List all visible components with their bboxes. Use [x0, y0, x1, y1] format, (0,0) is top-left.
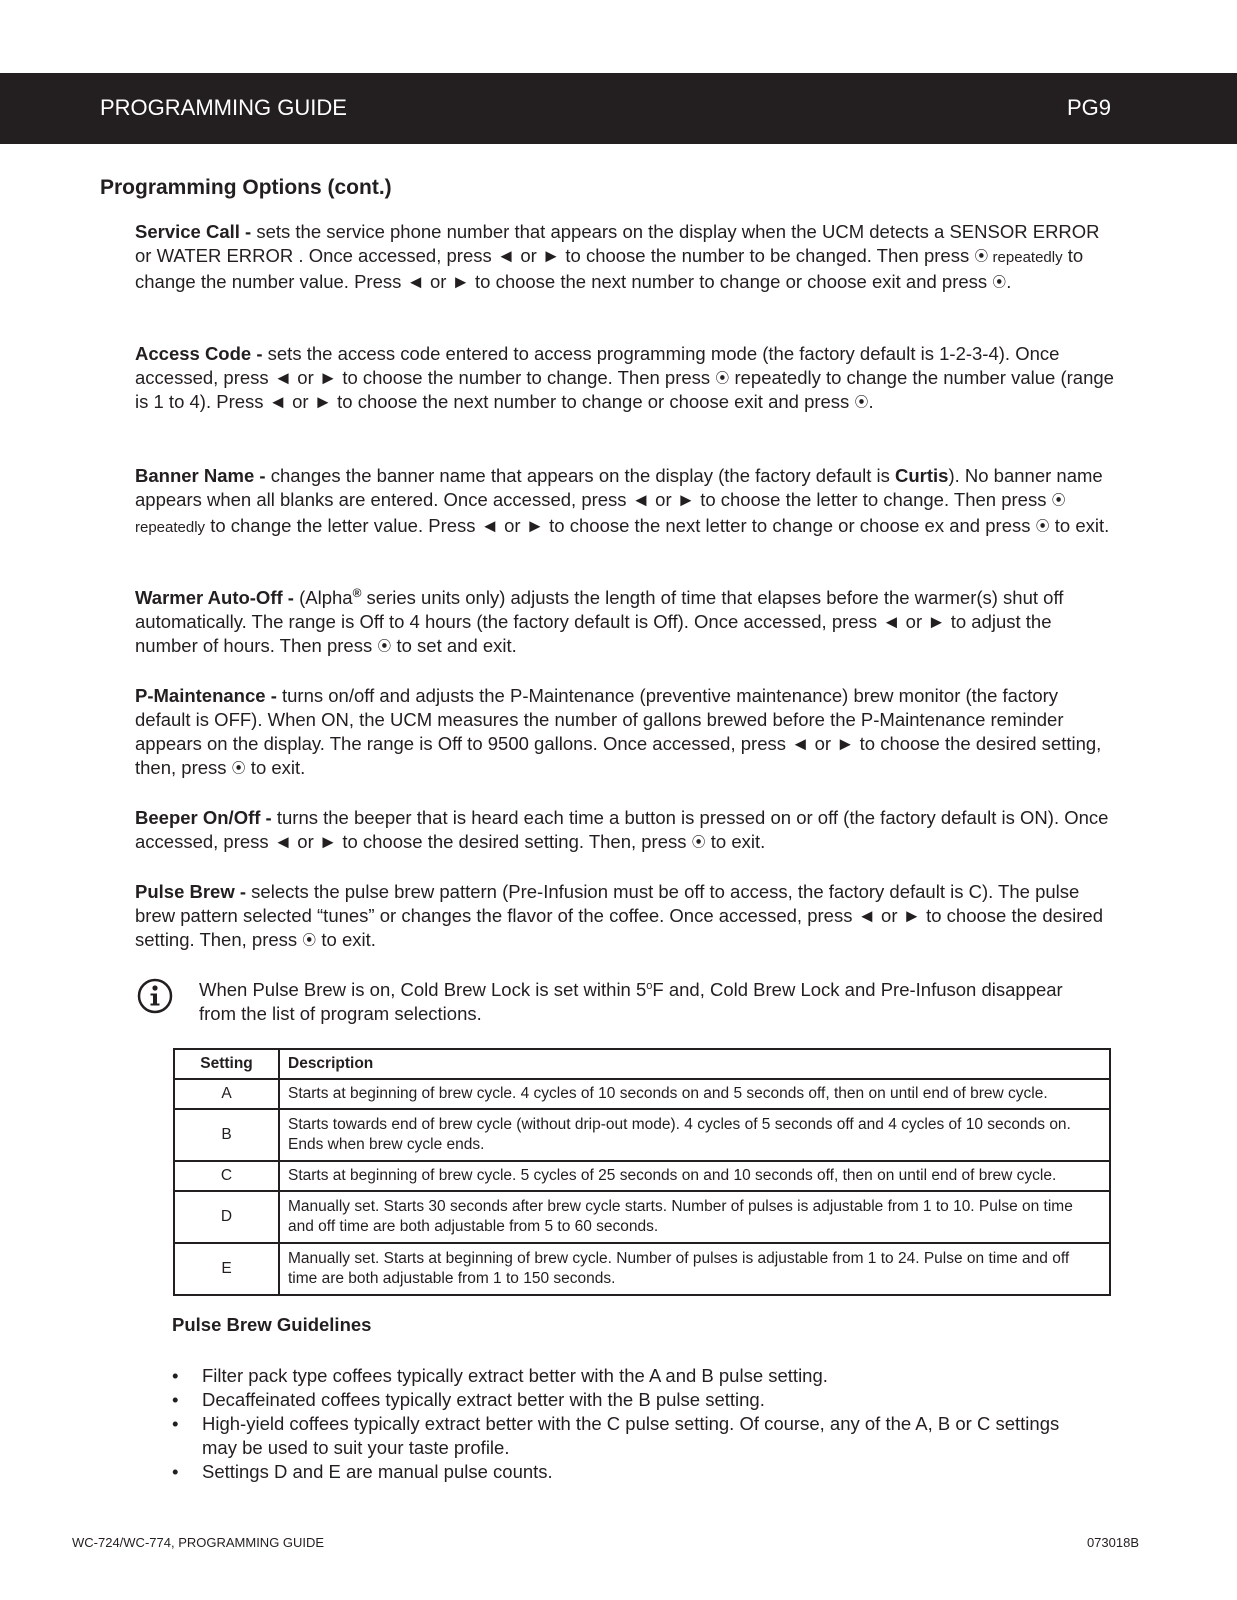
text-run: to choose the letter to change. Then press	[695, 489, 1052, 510]
text-run: to adjust the number of hours. Then press	[135, 611, 1052, 656]
text-run: .	[1006, 271, 1012, 292]
table-row	[174, 1243, 1110, 1295]
text-run: or	[650, 489, 677, 510]
description-cell: Manually set. Starts at beginning of brew cycle. Number of pulses is adjustable from 1 to 24. Pulse on time and off time are both adjustable from 1 to 150 seconds.	[279, 1243, 1110, 1295]
bullet-icon: •	[172, 1365, 179, 1386]
left-arrow-icon: ◄	[480, 515, 499, 536]
left-arrow-icon: ◄	[273, 367, 293, 388]
right-arrow-icon: ►	[676, 489, 696, 510]
text-run: selects the pulse brew pattern (Pre-Infusion must be off to access, the factory default is C). The pulse brew pattern selected “tunes” or changes the flavor of the coffee. Once accessed, press	[135, 881, 1080, 926]
select-button-icon: ⦿	[974, 248, 989, 264]
text-run: to choose the next number to change or choose exit and press	[469, 271, 993, 292]
header-bar	[0, 73, 1237, 144]
list-item	[172, 1388, 1072, 1412]
select-button-icon: ⦿	[377, 638, 392, 654]
text-run: to exit.	[316, 929, 376, 950]
text-run: or	[286, 391, 314, 412]
service-call-term: Service Call -	[135, 221, 252, 242]
footer-document-title: WC-724/WC-774, PROGRAMMING GUIDE	[72, 1535, 325, 1550]
degree-mark: o	[646, 979, 653, 992]
text-run: to exit.	[1049, 515, 1110, 536]
setting-cell: D	[174, 1191, 279, 1243]
banner-default-value: Curtis	[894, 465, 949, 486]
pulse-brew-term: Pulse Brew -	[135, 881, 247, 902]
text-run: or	[424, 271, 452, 292]
text-run: series units only) adjusts the length of time that elapses before the warmer(s) shut off automatically. The range is Off to 4 hours (the factory default is Off). Once accessed, press	[135, 587, 1064, 632]
list-item	[172, 1460, 1072, 1484]
text-run: to choose the desired setting. Then, press	[337, 831, 692, 852]
right-arrow-icon: ►	[902, 905, 921, 926]
select-button-icon: ⦿	[1051, 492, 1066, 508]
text-run: F and, Cold Brew Lock and Pre-Infuson disappear from the list of program selections.	[199, 979, 1063, 1024]
text-run: repeatedly	[135, 519, 206, 536]
select-button-icon: ⦿	[231, 760, 246, 776]
select-button-icon: ⦿	[302, 932, 317, 948]
table-row	[174, 1191, 1110, 1243]
text-run: repeatedly to change the number value (range is 1 to 4). Press	[135, 367, 1114, 412]
bullet-icon: •	[172, 1461, 179, 1482]
bullet-icon: •	[172, 1389, 179, 1410]
beeper-term: Beeper On/Off -	[135, 807, 272, 828]
text-run: turns on/off and adjusts the P-Maintenance (preventive maintenance) brew monitor (the factory default is OFF). When ON, the UCM measures the number of gallons brewed before the P-Maintenance reminder appears on the display. The range is Off to 9500 gallons. Once accessed, press	[135, 685, 1064, 754]
list-item	[172, 1412, 1072, 1460]
table-row	[174, 1161, 1110, 1191]
list-item	[172, 1364, 1072, 1388]
text-run: or	[875, 905, 903, 926]
select-button-icon: ⦿	[691, 834, 706, 850]
text-run: or	[498, 515, 526, 536]
p-maintenance-paragraph	[135, 684, 1115, 780]
text-run: (Alpha	[293, 587, 353, 608]
text-run: turns the beeper that is heard each time a button is pressed on or off (the factory default is ON). Once accessed, press	[135, 807, 1109, 852]
text-run: to choose the number to change. Then press	[337, 367, 716, 388]
access-code-paragraph	[135, 342, 1115, 414]
banner-name-term: Banner Name -	[135, 465, 266, 486]
access-code-term: Access Code -	[135, 343, 263, 364]
registered-mark: ®	[352, 585, 362, 600]
text-run: ). No banner name appears when all blanks are entered. Once accessed, press	[135, 465, 1103, 510]
list-item-text: High-yield coffees typically extract better with the C pulse setting. Of course, any of the A, B or C settings may be used to suit your taste profile.	[202, 1413, 1060, 1458]
select-button-icon: ⦿	[992, 274, 1007, 290]
left-arrow-icon: ◄	[273, 831, 293, 852]
setting-cell: C	[174, 1161, 279, 1191]
text-run: or	[900, 611, 928, 632]
p-maintenance-term: P-Maintenance -	[135, 685, 277, 706]
text-run: .	[868, 391, 874, 412]
table-row	[174, 1109, 1110, 1161]
section-title: Programming Options (cont.)	[100, 176, 392, 199]
text-run: or	[292, 367, 319, 388]
text-run: to exit.	[245, 757, 306, 778]
list-item-text: Filter pack type coffees typically extract better with the A and B pulse setting.	[202, 1365, 828, 1386]
table-row	[174, 1079, 1110, 1109]
text-run: to choose the next number to change or choose exit and press	[332, 391, 855, 412]
text-run: sets the service phone number that appears on the display when the UCM detects a SENSOR ERROR or WATER ERROR . Once accessed, press	[135, 221, 1100, 266]
text-run: to choose the desired setting. Then, press	[135, 905, 1103, 950]
left-arrow-icon: ◄	[857, 905, 876, 926]
pulse-brew-table	[173, 1048, 1111, 1296]
warmer-auto-off-paragraph	[135, 586, 1115, 658]
text-run: to set and exit.	[391, 635, 517, 656]
service-call-paragraph	[135, 220, 1115, 294]
text-run: repeatedly	[988, 249, 1063, 266]
text-run: to choose the number to be changed. Then press	[560, 245, 975, 266]
text-run: to choose the next letter to change or choose ex and press	[544, 515, 1036, 536]
bullet-icon: •	[172, 1413, 179, 1434]
text-run: to change the letter value. Press	[205, 515, 481, 536]
pulse-brew-paragraph	[135, 880, 1115, 952]
text-run: or	[809, 733, 837, 754]
text-run: to change the number value. Press	[135, 245, 1084, 292]
table-header-row	[174, 1049, 1110, 1079]
select-button-icon: ⦿	[854, 394, 869, 410]
description-cell: Starts at beginning of brew cycle. 5 cycles of 25 seconds on and 10 seconds off, then on until end of brew cycle.	[279, 1161, 1110, 1191]
column-header-setting: Setting	[174, 1049, 279, 1079]
description-cell: Manually set. Starts 30 seconds after brew cycle starts. Number of pulses is adjustable from 1 to 10. Pulse on time and off time are both adjustable from 5 to 60 seconds.	[279, 1191, 1110, 1243]
text-run: to choose the desired setting, then, press	[135, 733, 1102, 778]
page-header-title: PROGRAMMING GUIDE	[100, 95, 347, 120]
column-header-description: Description	[279, 1049, 1110, 1079]
guidelines-title: Pulse Brew Guidelines	[172, 1314, 372, 1335]
text-run: changes the banner name that appears on the display (the factory default is	[265, 465, 895, 486]
setting-cell: E	[174, 1243, 279, 1295]
page-number: PG9	[1066, 95, 1111, 120]
right-arrow-icon: ►	[313, 391, 333, 412]
text-run: or	[292, 831, 319, 852]
warmer-auto-off-term: Warmer Auto-Off -	[135, 587, 294, 608]
right-arrow-icon: ►	[318, 831, 338, 852]
left-arrow-icon: ◄	[882, 611, 901, 632]
setting-cell: A	[174, 1079, 279, 1109]
select-button-icon: ⦿	[1035, 518, 1050, 534]
description-cell: Starts at beginning of brew cycle. 4 cycles of 10 seconds on and 5 seconds off, then on until end of brew cycle.	[279, 1079, 1110, 1109]
text-run: When Pulse Brew is on, Cold Brew Lock is set within 5	[199, 979, 647, 1000]
list-item-text: Decaffeinated coffees typically extract better with the B pulse setting.	[202, 1389, 765, 1410]
banner-name-paragraph	[135, 464, 1115, 540]
left-arrow-icon: ◄	[791, 733, 810, 754]
text-run: to exit.	[705, 831, 766, 852]
list-item-text: Settings D and E are manual pulse counts.	[202, 1461, 553, 1482]
right-arrow-icon: ►	[525, 515, 545, 536]
right-arrow-icon: ►	[541, 245, 561, 266]
left-arrow-icon: ◄	[496, 245, 516, 266]
description-cell: Starts towards end of brew cycle (without drip-out mode). 4 cycles of 5 seconds off and 4 cycles of 10 seconds on. Ends when brew cycle ends.	[279, 1109, 1110, 1161]
info-icon	[137, 978, 173, 1014]
pulse-brew-note	[199, 978, 1099, 1026]
left-arrow-icon: ◄	[406, 271, 425, 292]
footer-document-code: 073018B	[1086, 1535, 1139, 1550]
left-arrow-icon: ◄	[631, 489, 651, 510]
text-run: sets the access code entered to access programming mode (the factory default is 1-2-3-4). Once accessed, press	[135, 343, 1060, 388]
select-button-icon: ⦿	[715, 370, 730, 386]
right-arrow-icon: ►	[318, 367, 338, 388]
setting-cell: B	[174, 1109, 279, 1161]
text-run: or	[515, 245, 542, 266]
guidelines-list	[172, 1364, 1072, 1484]
right-arrow-icon: ►	[836, 733, 855, 754]
right-arrow-icon: ►	[927, 611, 946, 632]
right-arrow-icon: ►	[451, 271, 470, 292]
left-arrow-icon: ◄	[268, 391, 287, 412]
beeper-paragraph	[135, 806, 1115, 854]
